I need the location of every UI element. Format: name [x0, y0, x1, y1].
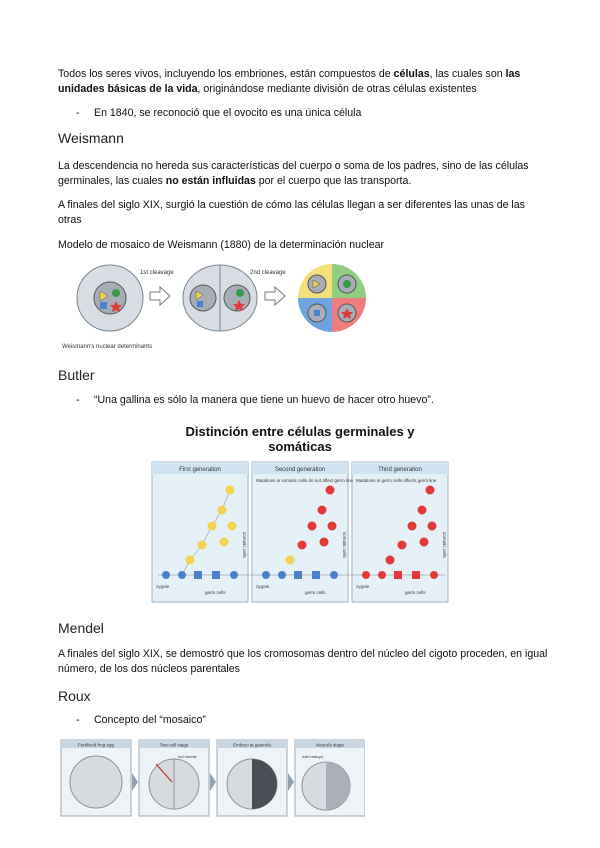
- label-hot-needle: hot needle: [178, 754, 197, 759]
- germ-cell-blue: [178, 571, 186, 579]
- germ-cell-blue: [294, 571, 302, 579]
- arrow-right-icon: [288, 773, 294, 791]
- panel-third-generation: [352, 462, 448, 602]
- somatic-cell-red: [326, 486, 335, 495]
- weismann-caption: Weismann's nuclear determinants: [62, 344, 153, 350]
- somatic-cell-red: [426, 486, 435, 495]
- frog-egg: [70, 756, 122, 808]
- bullet-ovocito-text: En 1840, se reconoció que el ovocito es una única célula: [94, 107, 362, 119]
- germ-cell-blue: [312, 571, 320, 579]
- arrow-right-icon: [265, 287, 285, 305]
- germ-cell-blue: [330, 571, 338, 579]
- roux-label-1: Fertilized frog egg: [77, 742, 115, 748]
- germ-cell-blue: [194, 571, 202, 579]
- label-zygote-3: zygote: [356, 584, 370, 589]
- label-second-generation: Second generation: [274, 467, 326, 473]
- note-second-generation: Mutations in somatic cells do not affect germ line: [256, 478, 353, 483]
- arrow-right-icon: [132, 773, 138, 791]
- weismann-text-a: La descendencia no hereda sus características del cuerpo o soma de los padres, sino de las células germinales, las cuales: [58, 160, 529, 187]
- panel-second-generation: [252, 462, 348, 602]
- nucleus-1: [94, 282, 126, 314]
- intro-bold-2: las unidades básicas de la vida: [58, 68, 521, 95]
- label-somatic-1: somatic cells: [242, 532, 247, 558]
- note-third-generation: Mutations in germ cells affects germ line: [356, 478, 437, 483]
- somatic-cell-red: [320, 538, 329, 547]
- germ-cell-red: [412, 571, 420, 579]
- somatic-cell-red: [428, 522, 437, 531]
- roux-label-3: Embryo at gastrula: [233, 742, 271, 748]
- somatic-cell-yellow: [226, 486, 235, 495]
- somatic-cell-yellow: [208, 522, 217, 531]
- weismann-paragraph-1: [58, 159, 548, 189]
- germ-cell-red: [378, 571, 386, 579]
- intro-text-2: , las cuales son: [429, 68, 506, 80]
- germ-cell-blue: [162, 571, 170, 579]
- label-germ-1: germ cells: [205, 590, 226, 595]
- somatic-cell-yellow: [198, 541, 207, 550]
- butler-figure: [150, 460, 450, 605]
- label-germ-3: germ cells: [405, 590, 426, 595]
- germ-cell-red: [430, 571, 438, 579]
- roux-label-2: Two-cell stage: [159, 742, 189, 748]
- weismann-paragraph-3: Modelo de mosaico de Weismann (1880) de la determinación nuclear: [58, 239, 385, 251]
- weismann-paragraph-2: A finales del siglo XIX, surgió la cuestión de cómo las células llegan a ser diferentes las unas de las otras: [58, 199, 525, 226]
- weismann-text-c: por el cuerpo que las transporta.: [255, 175, 412, 187]
- germ-cell-blue: [212, 571, 220, 579]
- germ-cell-blue: [262, 571, 270, 579]
- somatic-cell-red: [386, 556, 395, 565]
- intro-bold-1: células: [393, 68, 430, 80]
- somatic-cell-yellow: [220, 538, 229, 547]
- intro-paragraph: [58, 67, 548, 97]
- bullet-roux-text: Concepto del “mosaico”: [94, 714, 206, 726]
- heading-roux: Roux: [58, 688, 91, 704]
- label-germ-2: germ cells: [305, 590, 326, 595]
- label-somatic-3: somatic cells: [442, 532, 447, 558]
- butler-figure-title: [150, 424, 450, 454]
- roux-figure: [60, 738, 365, 818]
- intro-text-3: , originándose mediante división de otras células existentes: [197, 83, 477, 95]
- roux-label-4: Neurula stage: [315, 742, 345, 748]
- bullet-butler-text: “Una gallina es sólo la manera que tiene un huevo de hacer otro huevo”.: [94, 394, 434, 406]
- arrow-right-icon: [210, 773, 216, 791]
- circle-determinant: [112, 289, 120, 297]
- circle-determinant: [236, 289, 244, 297]
- germ-cell-blue: [230, 571, 238, 579]
- germ-cell-blue: [278, 571, 286, 579]
- label-somatic-2: somatic cells: [342, 532, 347, 558]
- butler-title-line-2: somáticas: [268, 439, 332, 454]
- weismann-bold: no están influidas: [165, 175, 256, 187]
- somatic-cell-red: [408, 522, 417, 531]
- butler-title-line-1: Distinción entre células germinales y: [185, 424, 415, 439]
- somatic-cell-yellow: [286, 556, 295, 565]
- square-determinant: [314, 310, 320, 316]
- panel-first-generation: [152, 462, 248, 602]
- somatic-cell-red: [328, 522, 337, 531]
- label-zygote-2: zygote: [256, 584, 270, 589]
- somatic-cell-red: [308, 522, 317, 531]
- weismann-figure: [60, 258, 380, 353]
- label-third-generation: Third generation: [378, 467, 422, 473]
- label-1st-cleavage: 1st cleavage: [140, 270, 174, 276]
- somatic-cell-yellow: [218, 506, 227, 515]
- somatic-cell-red: [318, 506, 327, 515]
- heading-mendel: Mendel: [58, 620, 104, 636]
- arrow-right-icon: [150, 287, 170, 305]
- somatic-cell-yellow: [186, 556, 195, 565]
- heading-weismann: Weismann: [58, 130, 124, 146]
- label-half-embryo: half embryo: [302, 754, 323, 759]
- somatic-cell-red: [420, 538, 429, 547]
- square-determinant: [100, 302, 107, 309]
- label-2nd-cleavage: 2nd cleavage: [250, 270, 286, 276]
- label-zygote-1: zygote: [156, 584, 170, 589]
- nucleus-2a: [190, 285, 216, 311]
- label-first-generation: First generation: [179, 467, 221, 473]
- somatic-cell-red: [418, 506, 427, 515]
- somatic-cell-red: [298, 541, 307, 550]
- square-determinant: [197, 301, 203, 307]
- somatic-cell-yellow: [228, 522, 237, 531]
- heading-butler: Butler: [58, 367, 95, 383]
- circle-determinant: [343, 280, 351, 288]
- intro-text-1: Todos los seres vivos, incluyendo los embriones, están compuestos de: [58, 68, 394, 80]
- somatic-cell-red: [398, 541, 407, 550]
- mendel-paragraph: A finales del siglo XIX, se demostró que los cromosomas dentro del núcleo del cigoto proceden, en igual número, de los dos núcleos parentales: [58, 648, 548, 675]
- germ-cell-red: [394, 571, 402, 579]
- germ-cell-red: [362, 571, 370, 579]
